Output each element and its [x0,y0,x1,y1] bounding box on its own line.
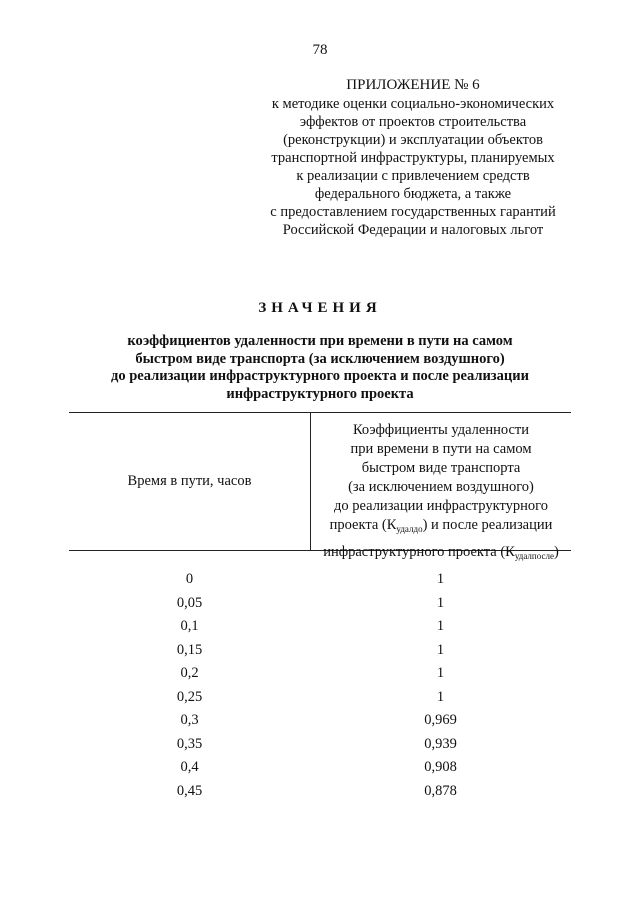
header-line: при времени в пути на самом [350,441,532,457]
cell-time: 0,1 [180,618,199,635]
page-number: 78 [312,42,328,58]
header-text: инфраструктурного проекта ( [323,544,506,560]
header-line: (за исключением воздушного) [348,479,534,495]
header-line [311,516,571,539]
table-row [69,615,571,639]
cell-coefficient: 0,908 [424,759,457,776]
cell-time: 0,35 [176,735,203,752]
cell-time: 0,4 [180,759,199,776]
table-row [69,780,571,804]
appendix-line: с предоставлением государственных гарантий [270,204,556,220]
cell-time: 0,2 [180,665,199,682]
cell-coefficient: 1 [436,618,445,635]
table-row [69,592,571,616]
cell-time: 0,15 [176,641,203,658]
header-line [311,543,571,566]
heading-line: быстром виде транспорта (за исключением воздушного) [135,350,505,367]
header-text: проекта ( [329,517,387,533]
header-line: до реализации инфраструктурного [334,498,548,514]
table-header [69,412,571,561]
table-row [69,686,571,710]
cell-time: 0,05 [176,594,203,611]
cell-coefficient: 0,969 [424,712,457,729]
appendix-line: федерального бюджета, а также [314,186,512,202]
appendix-line: транспортной инфраструктуры, планируемых [271,150,555,166]
header-text: ) и после реализации [422,517,553,533]
k-symbol: К [505,544,515,560]
appendix-line: к реализации с привлечением средств [296,168,530,184]
cell-coefficient: 1 [436,688,445,705]
cell-coefficient: 1 [436,641,445,658]
cell-coefficient: 0,878 [424,782,457,799]
cell-time: 0,3 [180,712,199,729]
heading-line: инфраструктурного проекта [226,385,414,402]
header-text: ) [553,544,559,560]
cell-time: 0,45 [176,782,203,799]
appendix-line: (реконструкции) и эксплуатации объектов [283,132,543,148]
header-line: Коэффициенты удаленности [352,422,529,438]
table-row [69,639,571,663]
coefficients-table [69,412,571,803]
heading-line: коэффициентов удаленности при времени в пути на самом [127,333,513,349]
appendix-line: к методике оценки социально-экономических [271,96,555,112]
appendix-block [240,76,586,239]
appendix-line: эффектов от проектов строительства [299,114,527,130]
heading-word: ЗНАЧЕНИЯ [258,300,382,316]
cell-coefficient: 1 [436,665,445,682]
table-row [69,733,571,757]
table-row [69,662,571,686]
cell-coefficient: 1 [436,571,445,588]
heading-line: до реализации инфраструктурного проекта и после реализации [111,368,529,384]
header-coefficients [311,413,571,561]
k-subscript-after: удалпосле [514,551,554,561]
table-body [69,568,571,803]
k-symbol: К [386,517,397,533]
cell-coefficient: 1 [436,594,445,611]
k-subscript-before: удалдо [396,524,423,534]
document-heading [0,300,640,403]
header-travel-time: Время в пути, часов [69,413,311,550]
header-line: быстром виде транспорта [361,460,521,476]
appendix-title: ПРИЛОЖЕНИЕ № 6 [346,77,480,93]
table-row [69,709,571,733]
cell-time: 0,25 [176,688,203,705]
cell-coefficient: 0,939 [424,735,457,752]
table-row [69,568,571,592]
appendix-line: Российской Федерации и налоговых льгот [282,222,544,238]
cell-time: 0 [185,571,194,588]
table-row [69,756,571,780]
